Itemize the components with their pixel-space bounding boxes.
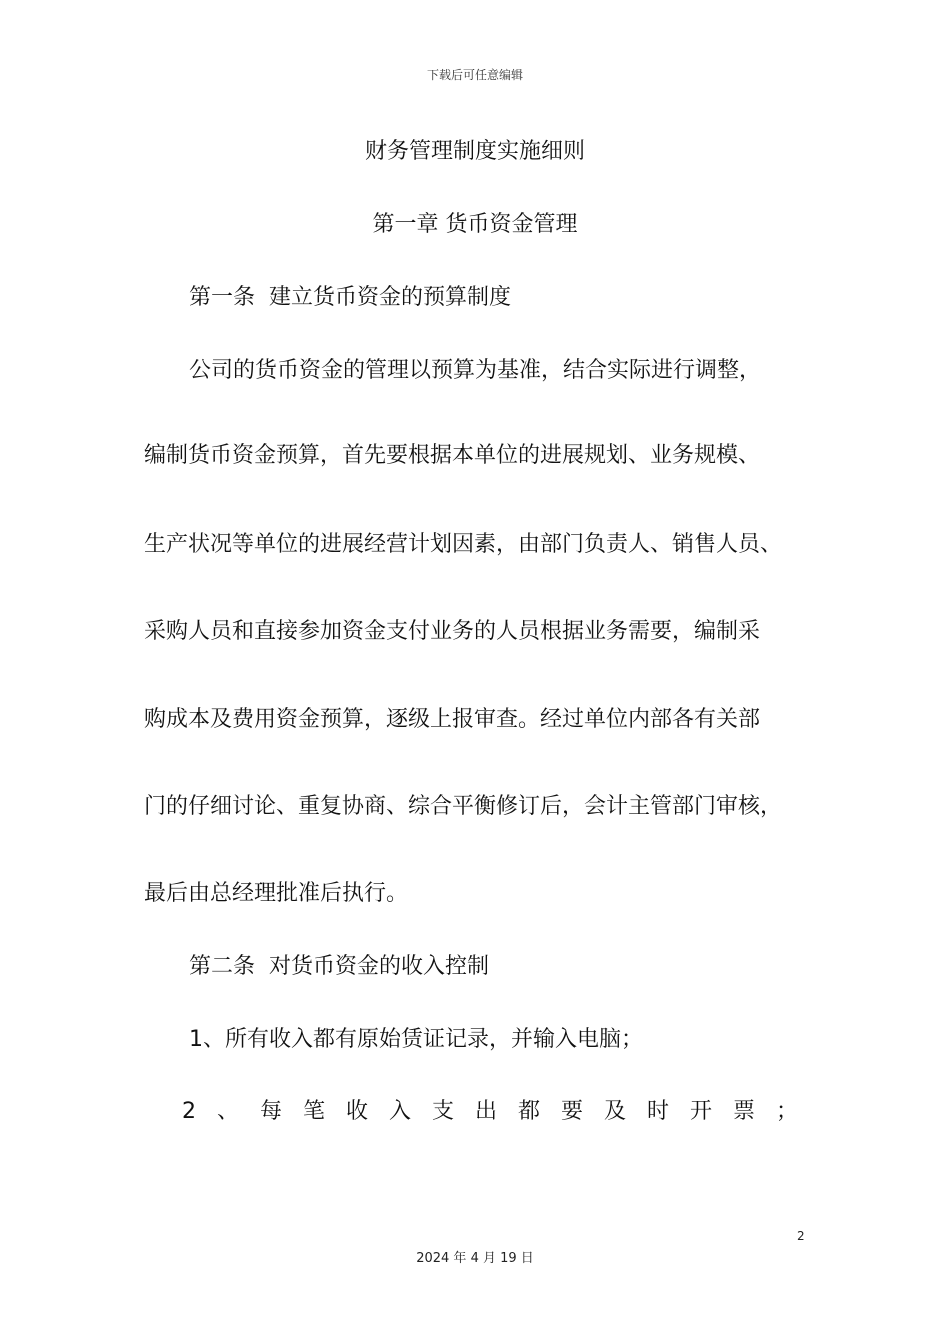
header-note: 下载后可任意编辑 <box>426 68 523 82</box>
list-item: 1、所有收入都有原始赁证记录，并输入电脑； <box>189 1027 643 1052</box>
paragraph-line: 公司的货币资金的管理以预算为基准，结合实际进行调整， <box>189 358 762 383</box>
list-item: 2、每笔收入支出都要及时开票； <box>182 1099 819 1124</box>
document-title: 财务管理制度实施细则 <box>364 139 585 164</box>
article-heading-2: 第二条 对货币资金的收入控制 <box>189 954 489 979</box>
paragraph-line: 最后由总经理批准后执行。 <box>144 881 409 906</box>
footer-date: 2024 年 4 月 19 日 <box>416 1251 534 1266</box>
paragraph-line: 编制货币资金预算，首先要根据本单位的进展规划、业务规模、 <box>144 443 761 468</box>
paragraph-line: 门的仔细讨论、重复协商、综合平衡修订后，会计主管部门审核， <box>144 794 783 819</box>
article-heading-1: 第一条 建立货币资金的预算制度 <box>189 285 511 310</box>
paragraph-line: 购成本及费用资金预算，逐级上报审查。经过单位内部各有关部 <box>144 707 761 732</box>
paragraph-line: 采购人员和直接参加资金支付业务的人员根据业务需要，编制采 <box>144 619 761 644</box>
page-number: 2 <box>797 1229 805 1243</box>
paragraph-line: 生产状况等单位的进展经营计划因素，由部门负责人、销售人员、 <box>144 532 783 557</box>
chapter-title: 第一章 货币资金管理 <box>372 212 578 237</box>
